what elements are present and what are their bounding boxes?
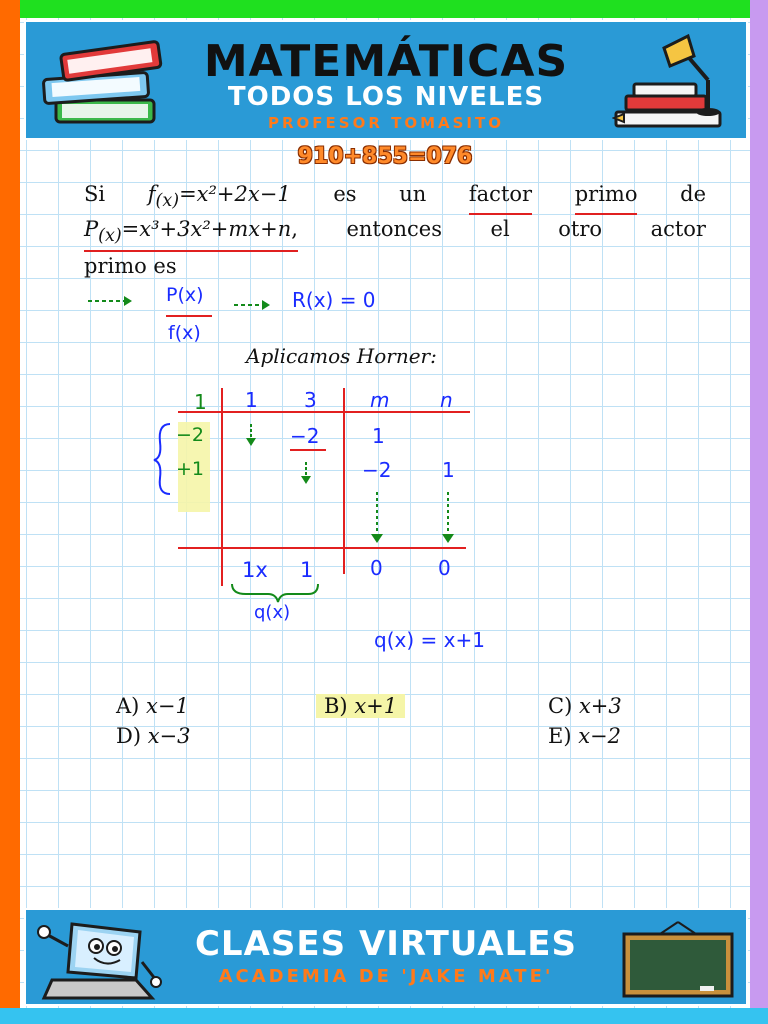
page-title: MATEMÁTICAS [203,36,569,87]
problem-line-3: primo es [84,254,177,279]
footer-banner [24,908,748,1006]
dashed-arrow-icon [234,300,270,310]
horner-cell: 1 [372,424,385,448]
footer-title: CLASES VIRTUALES [194,924,578,964]
horner-top-coef: 1 [245,388,258,412]
numerator-p: P(x) [166,284,204,306]
horner-top-coef: m [370,388,390,412]
author-name: PROFESOR TOMASITO [267,114,504,132]
problem-word: el [490,217,510,242]
horner-divisor: −2 [176,424,205,446]
frame-bottom-border [0,1008,768,1024]
frame-top-border [0,0,768,18]
page-subtitle: TODOS LOS NIVELES [227,82,545,112]
chalkboard-icon [620,920,736,1000]
horner-top-coef: 3 [304,388,317,412]
down-arrow-icon [246,424,256,446]
down-arrow-icon [371,492,383,543]
horner-top-coef: n [440,388,453,412]
horner-cell: 1 [442,458,455,482]
underlined-primo: primo [575,180,638,215]
underlined-factor: factor [469,180,532,215]
worksheet-page [20,18,750,1008]
phone-number: 910+855=076 [297,144,473,169]
frame-right-border [750,0,768,1024]
residue-value: 0 [438,556,451,580]
quotient-coef: 1x [242,558,268,582]
option-d[interactable]: D) x−3 [116,724,191,748]
frame-left-border [0,0,20,1024]
f-expression: $f_{(x)}=x^2+2x-1$ [147,182,291,212]
problem-word: otro [558,217,603,242]
problem-word: actor [650,217,706,242]
option-a[interactable]: A) x−1 [116,694,189,718]
down-arrow-icon [301,462,311,484]
option-c[interactable]: C) x+3 [548,694,622,718]
remainder-zero: R(x) = 0 [292,288,376,312]
option-e[interactable]: E) x−2 [548,724,622,748]
residue-value: 0 [370,556,383,580]
quotient-label: q(x) [254,602,291,623]
footer-subtitle: ACADEMIA DE 'JAKE MATE' [218,966,554,987]
quotient-result: q(x) = x+1 [374,628,485,652]
problem-word: es [333,182,357,206]
problem-word: entonces [346,217,442,242]
dashed-arrow-icon [88,296,132,306]
quotient-coef: 1 [300,558,314,582]
problem-word: Si [84,182,106,206]
horner-cell: −2 [362,458,392,482]
down-arrow-icon [442,492,454,543]
horner-divisor: +1 [176,458,205,480]
problem-word: de [680,182,706,206]
horner-title: Aplicamos Horner: [246,344,437,368]
denominator-f: f(x) [168,322,201,344]
problem-word: un [399,182,427,206]
option-b[interactable]: B) x+1 [316,694,405,718]
p-expression: $P_{(x)}=x^3+3x^2+mx+n$, [84,215,298,252]
horner-top-coef: 1 [194,390,207,414]
horner-cell: −2 [290,424,320,448]
